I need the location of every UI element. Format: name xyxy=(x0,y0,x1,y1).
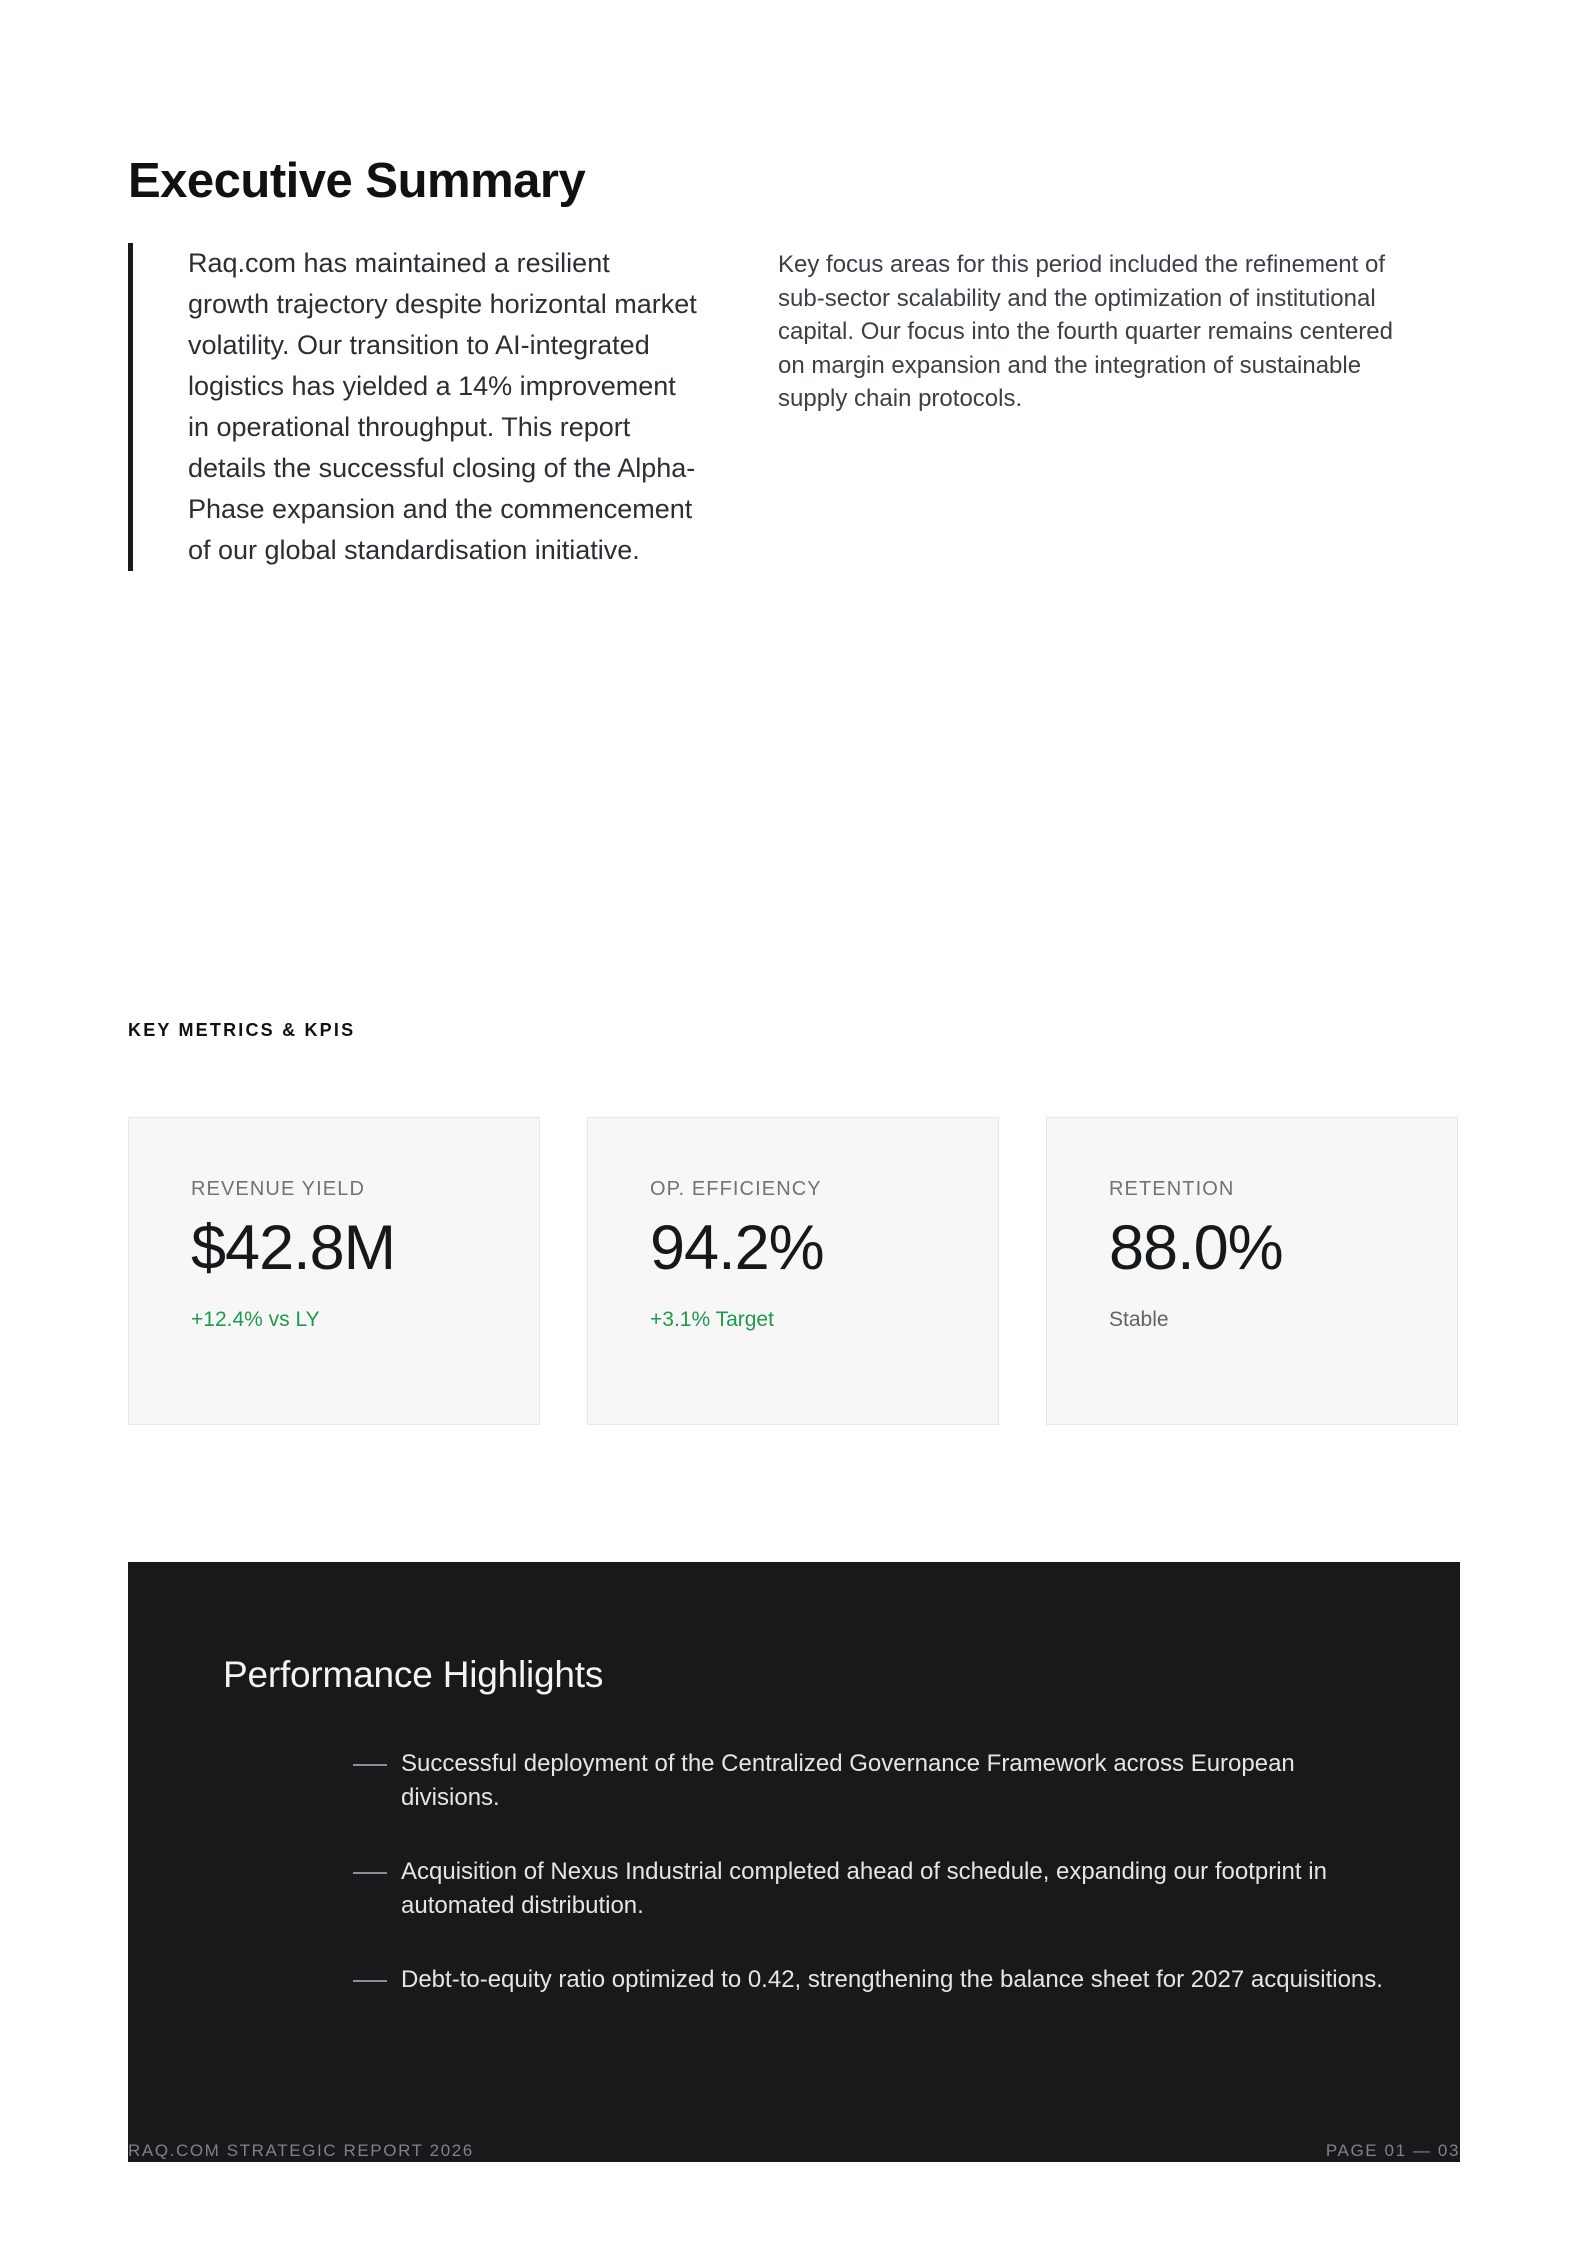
list-item-text: Successful deployment of the Centralized Governance Framework across European divisions. xyxy=(401,1750,1295,1812)
page-title: Executive Summary xyxy=(128,153,586,208)
metrics-section-label: KEY METRICS & KPIS xyxy=(128,1020,356,1040)
highlights-list xyxy=(353,1747,1393,2037)
footer-left-text: RAQ.COM STRATEGIC REPORT 2026 xyxy=(128,2141,474,2160)
kpi-label: OP. EFFICIENCY xyxy=(650,1178,822,1200)
intro-left-column xyxy=(128,243,698,571)
list-item-text: Acquisition of Nexus Industrial completed ahead of schedule, expanding our footprint in automated distribution. xyxy=(401,1858,1327,1920)
kpi-value: 94.2% xyxy=(650,1213,824,1283)
intro-left-paragraph: Raq.com has maintained a resilient growth trajectory despite horizontal market volatility. Our transition to AI-integrated logistics has yielded a 14% improvement in operational throughput. This report details the successful closing of the Alpha-Phase expansion and the commencement of our global standardisation initiative. xyxy=(188,248,697,566)
list-item xyxy=(353,1747,1393,1815)
dash-icon xyxy=(353,1747,401,1815)
kpi-value: $42.8M xyxy=(191,1213,396,1283)
list-item xyxy=(353,1855,1393,1923)
kpi-label: RETENTION xyxy=(1109,1178,1235,1200)
list-item xyxy=(353,1963,1393,1997)
kpi-delta: +3.1% Target xyxy=(650,1308,774,1331)
panel-title: Performance Highlights xyxy=(223,1654,604,1695)
page-footer xyxy=(128,2141,1460,2161)
dash-icon xyxy=(353,1963,401,1997)
intro-right-paragraph: Key focus areas for this period included the refinement of sub-sector scalability and the optimization of institutional capital. Our focus into the fourth quarter remains centered on margin expansion and the integration of sustainable supply chain protocols. xyxy=(778,251,1393,413)
intro-section xyxy=(128,243,1460,571)
kpi-card-revenue-yield xyxy=(128,1117,540,1425)
kpi-label: REVENUE YIELD xyxy=(191,1178,365,1200)
kpi-value: 88.0% xyxy=(1109,1213,1283,1283)
footer-page-number: PAGE 01 — 03 xyxy=(1325,2141,1460,2160)
intro-right-column xyxy=(778,243,1403,571)
kpi-card-retention xyxy=(1046,1117,1458,1425)
kpi-card-row xyxy=(128,1117,1460,1425)
performance-highlights-panel xyxy=(128,1562,1460,2162)
kpi-delta: Stable xyxy=(1109,1308,1169,1331)
list-item-text: Debt-to-equity ratio optimized to 0.42, strengthening the balance sheet for 2027 acquisitions. xyxy=(401,1966,1383,1994)
kpi-card-op-efficiency xyxy=(587,1117,999,1425)
dash-icon xyxy=(353,1855,401,1923)
kpi-delta: +12.4% vs LY xyxy=(191,1308,320,1331)
